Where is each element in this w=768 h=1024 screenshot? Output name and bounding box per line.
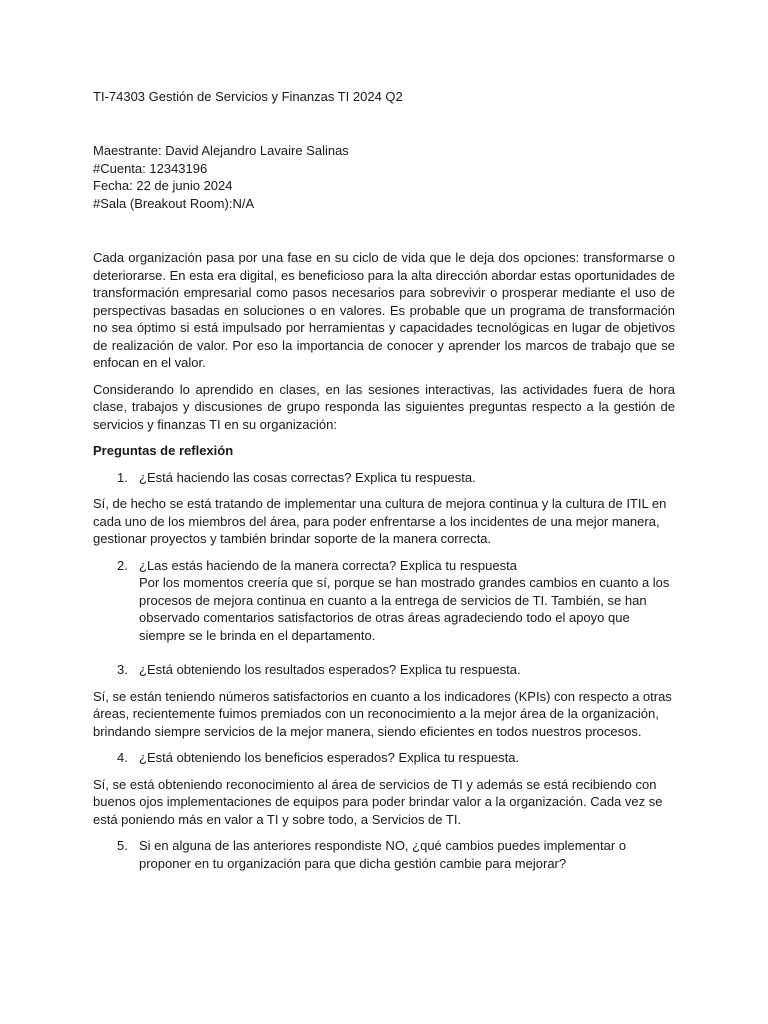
question-number: 4. (117, 750, 128, 765)
question-text: ¿Está obteniendo los beneficios esperados? Explica tu respuesta. (139, 750, 520, 765)
section-heading: Preguntas de reflexión (93, 443, 234, 458)
breakout-room: #Sala (Breakout Room):N/A (93, 195, 255, 211)
question-2 (93, 557, 675, 575)
student-name: Maestrante: David Alejandro Lavaire Salinas (93, 143, 349, 158)
answer-3: Sí, se están teniendo números satisfactorios en cuanto a los indicadores (KPIs) con respecto a otras áreas, recientemente fuimos premiados con un reconocimiento a la mejor área de la organización, brindando siempre servicios de la mejor manera, siendo eficientes en todos nuestros procesos. (93, 688, 672, 739)
question-text: ¿Está haciendo las cosas correctas? Explica tu respuesta. (139, 469, 476, 485)
instructions-paragraph: Considerando lo aprendido en clases, en las sesiones interactivas, las actividades fuera de hora clase, trabajos y discusiones de grupo responda las siguientes preguntas respecto a la gestión de servicios y finanzas TI en su organización: (93, 381, 675, 432)
student-info (93, 142, 675, 212)
question-4 (93, 749, 675, 767)
question-number: 5. (117, 838, 128, 853)
document-body (93, 249, 675, 881)
question-5 (93, 837, 675, 872)
account-number: #Cuenta: 12343196 (93, 160, 208, 176)
question-text: ¿Las estás haciendo de la manera correcta? Explica tu respuesta (139, 557, 517, 573)
question-number: 1. (117, 469, 128, 485)
answer-2: Por los momentos creería que sí, porque se han mostrado grandes cambios en cuanto a los procesos de mejora continua en cuanto a la entrega de servicios de TI. También, se han observado comentarios satisfactorios de otras áreas agradeciendo todo el apoyo que siempre se le brinda en el departamento. (139, 575, 670, 643)
intro-paragraph: Cada organización pasa por una fase en su ciclo de vida que le deja dos opciones: transformarse o deteriorarse. En esta era digital, es beneficioso para la alta dirección abordar estas oportunidades de transformación empresarial como pasos necesarios para sobrevivir o prosperar mediante el uso de perspectivas basadas en soluciones o en valores. Es probable que un programa de transformación no sea óptimo si está impulsado por herramientas y capacidades tecnológicas en lugar de objetivos de realización de valor. Por eso la importancia de conocer y aprender los marcos de trabajo que se enfocan en el valor. (93, 250, 675, 370)
question-text: ¿Está obteniendo los resultados esperados? Explica tu respuesta. (139, 662, 521, 677)
course-title: TI-74303 Gestión de Servicios y Finanzas TI 2024 Q2 (93, 89, 403, 104)
answer-1: Sí, de hecho se está tratando de implementar una cultura de mejora continua y la cultura de ITIL en cada uno de los miembros del área, para poder enfrentarse a los incidentes de una mejor manera, gestionar proyectos y también brindar soporte de la manera correcta. (93, 496, 667, 546)
question-text: Si en alguna de las anteriores respondiste NO, ¿qué cambios puedes implementar o proponer en tu organización para que dicha gestión cambie para mejorar? (139, 838, 627, 871)
question-3 (93, 661, 675, 679)
question-1 (93, 469, 675, 487)
question-number: 2. (117, 557, 128, 573)
answer-4: Sí, se está obteniendo reconocimiento al área de servicios de TI y además se está recibiendo con buenos ojos implementaciones de equipos para poder brindar valor a la organización. Cada vez se está poniendo más en valor a TI y sobre todo, a Servicios de TI. (93, 776, 663, 827)
question-number: 3. (117, 662, 128, 677)
date: Fecha: 22 de junio 2024 (93, 178, 233, 193)
